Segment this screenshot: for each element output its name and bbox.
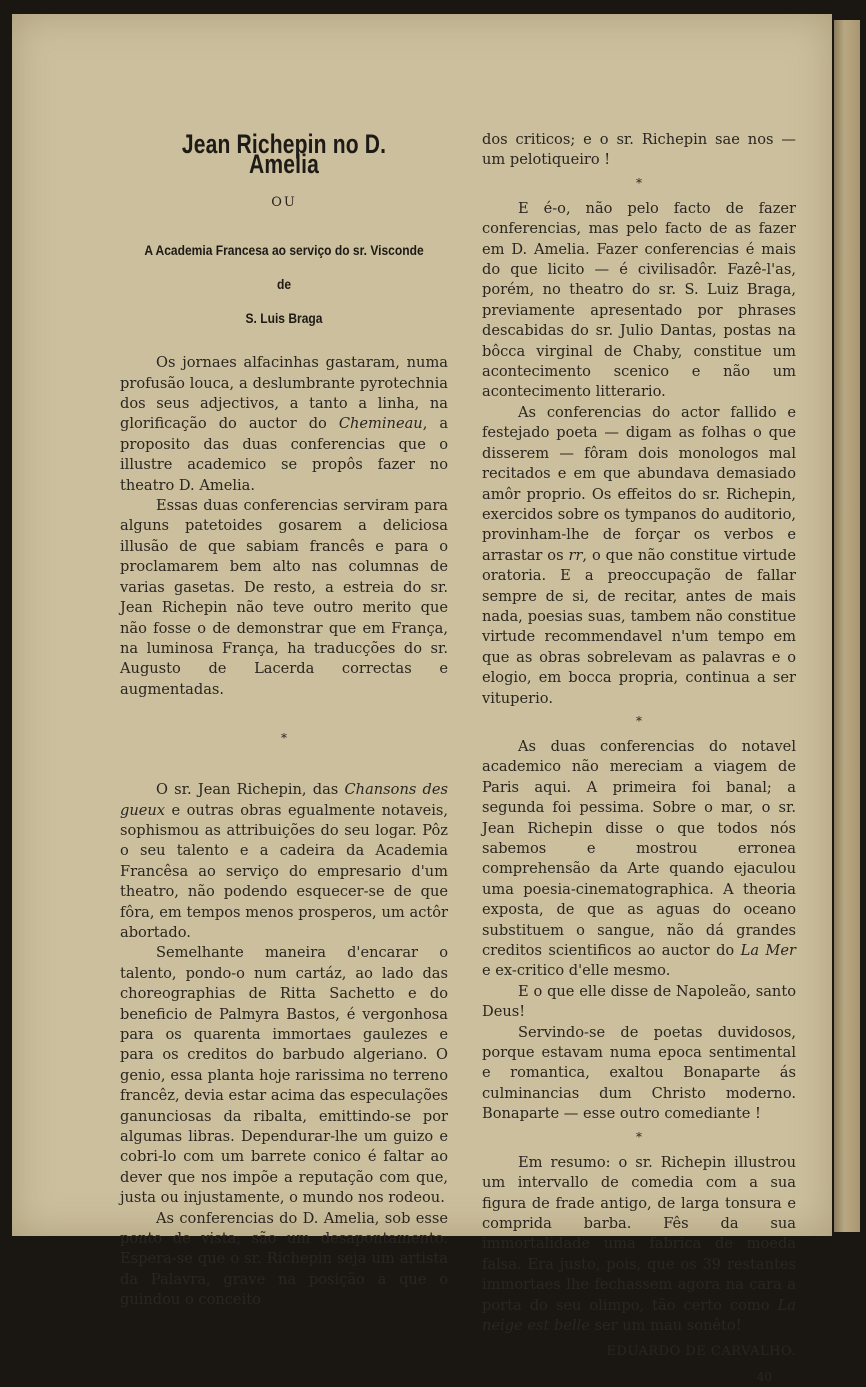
italic-text: rr xyxy=(568,546,583,564)
paragraph: dos criticos; e o sr. Richepin sae nos — um pelotiqueiro ! xyxy=(482,131,796,169)
paragraph: As duas conferencias do notavel academico não mereciam a viagem de Paris aqui. A primeira foi banal; a segunda foi pessima. Sobre o mar, o sr. Jean Richepin disse o que todos nós sabemos e mostrou erronea comprehensão da Arte quando ejaculou uma poesia-cinematographica. A theoria exposta, de que as aguas do oceano substituem o sangue, não dá grandes creditos scientificos ao auctor do La Mer e ex-critico d'elle mesmo. xyxy=(482,737,796,980)
paragraph: Os jornaes alfacinhas gastaram, numa profusão louca, a deslumbrante pyrotechnia dos seus adjectivos, a tanto a linha, na glorificação do auctor do Chemineau, a proposito das duas conferencias que o illustre academico se propôs fazer no theatro D. Amelia. xyxy=(120,354,449,494)
paragraph: Essas duas conferencias serviram para alguns patetoides gosarem a deliciosa illusão de que sabiam francês e para o proclamarem bem alto nas columnas de varias gasetas. De resto, a estreia do sr. Jean Richepin não teve outro merito que não fosse o de demonstrar que em França, na luminosa França, ha traducções do sr. Augusto de Lacerda correctas e augmentadas. xyxy=(120,497,448,698)
italic-title: Chemineau xyxy=(338,415,423,433)
section-separator: * xyxy=(636,175,642,190)
section-separator: * xyxy=(636,1129,642,1144)
italic-title: La neige est belle xyxy=(482,1296,796,1334)
italic-title: Chansons des gueux xyxy=(120,781,448,819)
italic-title: La Mer xyxy=(740,942,796,960)
paragraph: O sr. Jean Richepin, das Chansons des gueux e outras obras egualmente notaveis, sophismou as attribuições do seu logar. Pôz o seu talento e a cadeira da Academia Francêsa ao serviço do empresario d'um theatro, não podendo esquecer-se de que fôra, em tempos menos prosperos, um actôr abortado. xyxy=(120,781,448,941)
title-connector: OU xyxy=(271,194,297,210)
left-column xyxy=(120,130,448,1311)
author-signature: EDUARDO DE CARVALHO. xyxy=(606,1344,796,1360)
paragraph: As conferencias do D. Amelia, sob esse ponto de vista, são um desapontamento. Espera-se que o sr. Richepin seja um artista da Palavra, grave na posição a que o guindou o conceito xyxy=(120,1209,448,1309)
paragraph: E o que elle disse de Napoleão, santo Deus! xyxy=(482,982,796,1021)
paragraph: Semelhante maneira d'encarar o talento, pondo-o num cartáz, ao lado das choreographias de Ritta Sachetto e do beneficio de Palmyra Bastos, é vergonhosa para os quarenta immortaes gaulezes e para os creditos do barbudo algeriano. O genio, essa planta hoje rarissima no terreno francêz, devia estar acima das especulações ganunciosas da ribalta, emittindo-se por algumas libras. Dependurar-lhe um guizo e cobri-lo com um barrete conico é faltar ao dever que nos impõe a reputação com que, justa ou injustamente, o mundo nos rodeou. xyxy=(120,944,448,1207)
subtitle-line-1: A Academia Francesa ao serviço do sr. Visconde de xyxy=(144,242,424,293)
paragraph: As conferencias do actor fallido e festejado poeta — digam as folhas o que disserem — fôram dois monologos mal recitados e em que abundava demasiado amôr proprio. Os effeitos do sr. Richepin, exercidos sobre os tympanos do auditorio, provinham-lhe de forçar os verbos e arrastar os rr, o que não constitue virtude oratoria. E a preoccupação de fallar sempre de si, de recitar, antes de mais nada, poesias suas, tambem não constitue virtude recommendavel n'um tempo em que as obras sobrelevam as palavras e o elogio, em bocca propria, continua a ser vituperio. xyxy=(482,403,796,707)
paragraph: E é-o, não pelo facto de fazer conferencias, mas pelo facto de as fazer em D. Amelia. Fazer conferencias é mais do que licito — é civilisadôr. Fazê-l'as, porém, no theatro do sr. S. Luiz Braga, previamente apresentado por phrases descabidas do sr. Julio Dantas, postas na bôcca virginal de Chaby, constitue um acontecimento scenico e não um acontecimento litterario. xyxy=(482,199,796,401)
next-page-edge xyxy=(834,20,860,1232)
right-column xyxy=(482,130,796,1387)
article-title: Jean Richepin no D. Amelia xyxy=(181,129,387,180)
paragraph: Servindo-se de poetas duvidosos, porque estavam numa epoca sentimental e romantica, exaltou Bonaparte ás culminancias dum Christo moderno. Bonaparte — esse outro comediante ! xyxy=(482,1023,796,1123)
article-subtitle xyxy=(143,233,425,335)
paragraph: Em resumo: o sr. Richepin illustrou um intervallo de comedia com a sua figura de frade antigo, de larga tonsura e comprida barba. Fês da sua immortalidade uma fabrica de moeda falsa. Era justo, pois, que os 39 restantes immortaes lhe fechassem agora na cara a porta do seu olimpo, tão certo como La neige est belle ser um mau sonêto! xyxy=(482,1153,796,1334)
section-separator: * xyxy=(281,731,287,746)
page-number: 40 xyxy=(756,1369,772,1384)
subtitle-line-2: S. Luis Braga xyxy=(245,310,323,327)
section-separator: * xyxy=(636,713,642,728)
